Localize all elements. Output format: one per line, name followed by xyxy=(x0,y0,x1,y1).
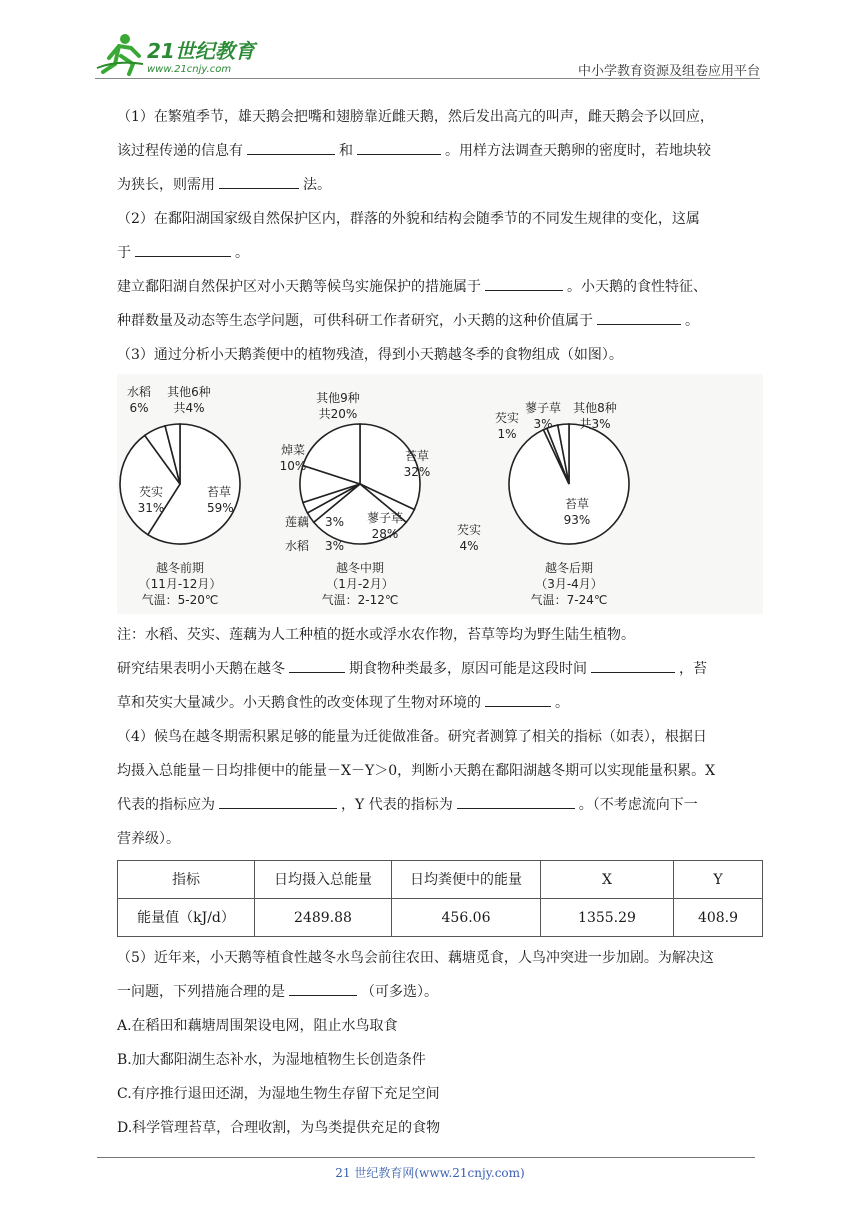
answer-blank[interactable] xyxy=(485,688,551,707)
table-row xyxy=(118,899,763,937)
table-header-cell: 日均粪便中的能量 xyxy=(392,861,541,899)
table-cell: 2489.88 xyxy=(255,899,392,937)
q4-line3 xyxy=(117,788,763,822)
q3-text: 草和芡实大量减少。小天鹅食性的改变体现了生物对环境的 xyxy=(117,695,481,711)
answer-blank[interactable] xyxy=(219,170,299,189)
q5-text: （可多选）。 xyxy=(361,984,438,1000)
slice-label: 水稻 xyxy=(126,385,152,399)
answer-blank[interactable] xyxy=(597,306,681,325)
q4-line2: 均摄入总能量－日均排便中的能量－X－Y＞0，判断小天鹅在鄱阳湖越冬期可以实现能量积累。X xyxy=(117,763,716,779)
slice-value-label: 28% xyxy=(371,527,399,541)
slice-value-label: 共3% xyxy=(579,417,611,431)
q3-text: 。 xyxy=(555,695,569,711)
slice-value-label: 10% xyxy=(279,459,307,473)
q2-line3 xyxy=(117,270,763,304)
answer-blank[interactable] xyxy=(485,272,563,291)
slice-value-label: 32% xyxy=(403,465,431,479)
energy-table xyxy=(117,860,763,937)
chart-caption: 气温：7-24℃ xyxy=(530,593,608,607)
header-divider xyxy=(95,78,760,79)
question-body xyxy=(117,100,763,1145)
table-header-cell: 日均摄入总能量 xyxy=(255,861,392,899)
table-cell: 456.06 xyxy=(392,899,541,937)
pie-chart xyxy=(495,400,629,607)
platform-name: 中小学教育资源及组卷应用平台 xyxy=(577,64,760,79)
pie-charts-svg xyxy=(117,374,763,614)
option-c: C.有序推行退田还湖，为湿地生物生存留下充足空间 xyxy=(117,1086,440,1102)
slice-value-label: 1% xyxy=(497,427,517,441)
q4-text: 代表的指标应为 xyxy=(117,797,215,813)
chart-title: 越冬前期 xyxy=(155,561,205,575)
slice-label: 苔草 xyxy=(564,497,590,511)
q3-note: 注：水稻、芡实、莲藕为人工种植的挺水或浮水农作物，苔草等均为野生陆生植物。 xyxy=(117,627,635,643)
slice-label: 蓼子草 xyxy=(524,401,562,415)
q1-line1: （1）在繁殖季节，雄天鹅会把嘴和翅膀靠近雌天鹅，然后发出高亢的叫声，雌天鹅会予以回应， xyxy=(117,109,714,125)
q1-text: 该过程传递的信息有 xyxy=(117,143,243,159)
q3-line2 xyxy=(117,652,763,686)
option-b: B.加大鄱阳湖生态补水，为湿地植物生长创造条件 xyxy=(117,1052,426,1068)
q1-text: 。用样方法调查天鹅卵的密度时，若地块较 xyxy=(445,143,711,159)
footer-text: 21 世纪教育网(www.21cnjy.com) xyxy=(335,1166,525,1180)
answer-blank[interactable] xyxy=(289,977,357,996)
slice-label: 芡实 xyxy=(456,523,482,537)
logo-text: 21世纪教育 xyxy=(147,39,255,63)
slice-value-label: 共4% xyxy=(173,401,205,415)
pie-chart xyxy=(280,390,481,607)
q1-text: 法。 xyxy=(303,177,331,193)
chart-title: 越冬中期 xyxy=(335,561,385,575)
q4-line1: （4）候鸟在越冬期需积累足够的能量为迁徙做准备。研究者测算了相关的指标（如表），根据日 xyxy=(117,729,707,745)
chart-subtitle: （11月-12月） xyxy=(138,577,222,591)
slice-value-label: 6% xyxy=(129,401,149,415)
slice-label: 水稻 xyxy=(284,539,310,553)
table-header-cell: X xyxy=(541,861,674,899)
q2-text: 。 xyxy=(685,313,699,329)
slice-label: 芡实 xyxy=(494,411,520,425)
q5-text: 一问题，下列措施合理的是 xyxy=(117,984,285,1000)
slice-label: 蓼子草 xyxy=(366,511,404,525)
q2-line1: （2）在鄱阳湖国家级自然保护区内，群落的外貌和结构会随季节的不同发生规律的变化，这属 xyxy=(117,211,700,227)
slice-value-label: 3% xyxy=(325,539,345,553)
answer-blank[interactable] xyxy=(357,136,441,155)
table-header-cell: Y xyxy=(674,861,763,899)
q1-line3 xyxy=(117,168,763,202)
q4-text: ，Y 代表的指标为 xyxy=(341,797,453,813)
option-a: A.在稻田和藕塘周围架设电网，阻止水鸟取食 xyxy=(117,1018,398,1034)
chart-subtitle: （1月-2月） xyxy=(326,577,394,591)
q2-text: 。 xyxy=(235,245,249,261)
q2-text: 种群数量及动态等生态学问题，可供科研工作者研究，小天鹅的这种价值属于 xyxy=(117,313,593,329)
q3-line3 xyxy=(117,686,763,720)
slice-value-label: 31% xyxy=(137,501,165,515)
table-cell: 408.9 xyxy=(674,899,763,937)
table-header-cell: 指标 xyxy=(118,861,255,899)
q4-text: 。（不考虑流向下一 xyxy=(578,797,698,813)
slice-value-label: 4% xyxy=(459,539,479,553)
table-header-row xyxy=(118,861,763,899)
answer-blank[interactable] xyxy=(135,238,231,257)
table-cell: 能量值（kJ/d） xyxy=(118,899,255,937)
q3-text: 期食物种类最多，原因可能是这段时间 xyxy=(349,661,587,677)
q3-line1: （3）通过分析小天鹅粪便中的植物残渣，得到小天鹅越冬季的食物组成（如图）。 xyxy=(117,347,623,363)
footer-divider xyxy=(97,1157,755,1158)
q4-line4: 营养级）。 xyxy=(117,831,180,847)
q2-text: 建立鄱阳湖自然保护区对小天鹅等候鸟实施保护的措施属于 xyxy=(117,279,481,295)
chart-caption: 气温：5-20℃ xyxy=(141,593,219,607)
page-header xyxy=(95,30,760,80)
slice-value-label: 93% xyxy=(563,513,591,527)
answer-blank[interactable] xyxy=(457,790,575,809)
q3-text: ，苔 xyxy=(679,661,707,677)
slice-value-label: 59% xyxy=(207,501,234,515)
slice-label: 其他6种 xyxy=(167,385,211,399)
slice-label: 苔草 xyxy=(207,485,232,499)
answer-blank[interactable] xyxy=(247,136,335,155)
slice-value-label: 共20% xyxy=(318,407,358,421)
logo xyxy=(95,30,265,78)
q5-line2 xyxy=(117,975,763,1009)
q2-line4 xyxy=(117,304,763,338)
answer-blank[interactable] xyxy=(219,790,337,809)
q1-line2 xyxy=(117,134,763,168)
slice-value-label: 3% xyxy=(325,515,345,529)
slice-value-label: 3% xyxy=(533,417,553,431)
runner-icon xyxy=(97,34,143,74)
q2-line2 xyxy=(117,236,763,270)
pie-chart xyxy=(120,384,240,607)
q1-text: 和 xyxy=(339,143,353,159)
chart-subtitle: （3月-4月） xyxy=(535,577,603,591)
slice-label: 其他9种 xyxy=(316,391,360,405)
answer-blank[interactable] xyxy=(289,654,345,673)
pie-charts-figure xyxy=(117,374,763,614)
option-d: D.科学管理苔草，合理收割，为鸟类提供充足的食物 xyxy=(117,1120,441,1136)
q5-line1: （5）近年来，小天鹅等植食性越冬水鸟会前往农田、藕塘觅食，人鸟冲突进一步加剧。为解决这 xyxy=(117,950,714,966)
slice-label: 苔草 xyxy=(404,449,430,463)
table-cell: 1355.29 xyxy=(541,899,674,937)
slice-label: 芡实 xyxy=(138,485,164,499)
q2-text: 。小天鹅的食性特征、 xyxy=(567,279,707,295)
slice-label: 其他8种 xyxy=(573,401,617,415)
q2-text: 于 xyxy=(117,245,131,261)
chart-title: 越冬后期 xyxy=(544,561,594,575)
answer-blank[interactable] xyxy=(591,654,675,673)
q1-text: 为狭长，则需用 xyxy=(117,177,215,193)
logo-url: www.21cnjy.com xyxy=(147,64,232,75)
q3-text: 研究结果表明小天鹅在越冬 xyxy=(117,661,285,677)
chart-caption: 气温：2-12℃ xyxy=(321,593,399,607)
slice-label: 焯菜 xyxy=(280,443,306,457)
slice-label: 莲藕 xyxy=(284,515,310,529)
